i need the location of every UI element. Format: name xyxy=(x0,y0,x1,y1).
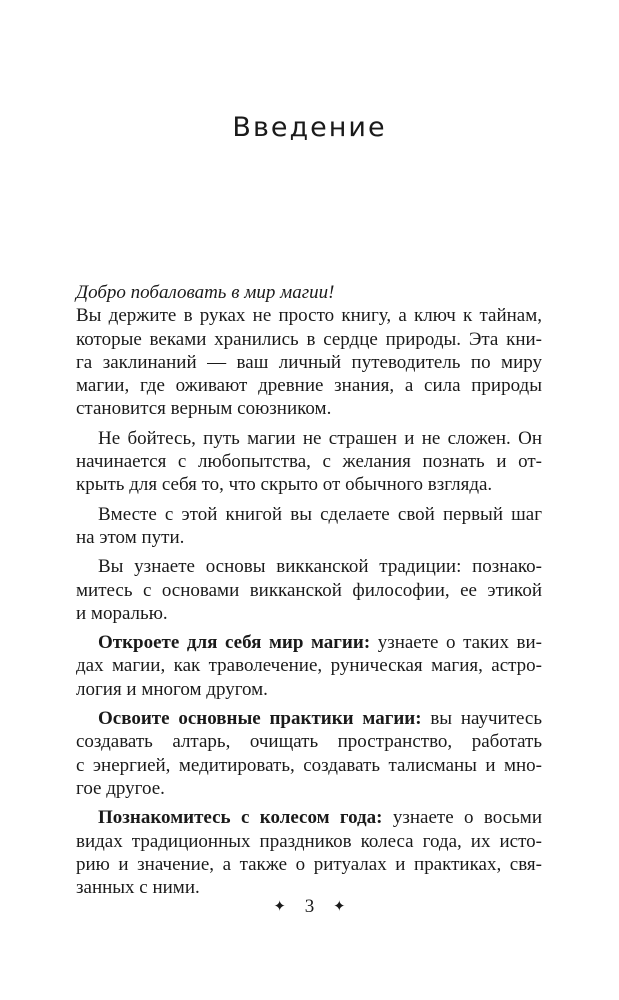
page-number: 3 xyxy=(304,896,315,917)
text-line: логия и многом другом. xyxy=(76,678,268,700)
lead-rest: вы научитесь xyxy=(421,708,542,730)
text-line: начинается с любопытства, с желания познать и от- xyxy=(76,451,542,473)
bold-lead: Познакомитесь с колесом года: xyxy=(98,807,383,829)
text-line: Вы держите в руках не просто книгу, а ключ к тайнам, xyxy=(76,305,542,327)
body-text xyxy=(76,281,542,899)
text-line: и моралью. xyxy=(76,602,168,624)
chapter-title: Введение xyxy=(232,112,387,143)
text-line: Не бойтесь, путь магии не страшен и не сложен. Он xyxy=(98,427,542,449)
text-line xyxy=(76,631,542,654)
text-line: рию и значение, а также о ритуалах и практиках, свя- xyxy=(76,853,542,875)
text-line: га заклинаний — ваш личный путеводитель по миру xyxy=(76,351,542,373)
text-line: гое другое. xyxy=(76,777,165,799)
text-line: становится верным союзником. xyxy=(76,398,332,420)
text-line: крыть для себя то, что скрыто от обычного взгляда. xyxy=(76,474,493,496)
star-ornament-icon: ✦ xyxy=(333,899,346,915)
text-line: дах магии, как траволечение, руническая магия, астро- xyxy=(76,655,542,677)
bold-lead: Освоите основные практики магии: xyxy=(98,708,422,730)
text-line: с энергией, медитировать, создавать талисманы и мно- xyxy=(76,754,542,776)
text-line: магии, где оживают древние знания, а сила природы xyxy=(76,375,542,397)
text-line: митесь с основами викканской философии, ее этикой xyxy=(76,579,542,601)
text-line: занных с ними. xyxy=(76,877,200,899)
lead-rest: узнаете о таких ви- xyxy=(370,632,542,654)
text-line: создавать алтарь, очищать пространство, работать xyxy=(76,731,542,753)
lead-rest: узнаете о восьми xyxy=(382,807,542,829)
text-line: которые веками хранились в сердце природы. Эта кни- xyxy=(76,328,542,350)
text-line xyxy=(76,806,542,829)
greeting-line: Добро побаловать в мир магии! xyxy=(76,282,335,303)
text-line: видах традиционных праздников колеса года, их исто- xyxy=(76,830,542,852)
page-footer xyxy=(0,896,619,918)
star-ornament-icon: ✦ xyxy=(273,899,286,915)
text-line xyxy=(76,707,542,730)
text-line: на этом пути. xyxy=(76,526,185,548)
text-line: Вместе с этой книгой вы сделаете свой первый шаг xyxy=(98,503,542,525)
bold-lead: Откроете для себя мир магии: xyxy=(98,632,371,654)
text-line: Вы узнаете основы викканской традиции: познако- xyxy=(98,556,542,578)
